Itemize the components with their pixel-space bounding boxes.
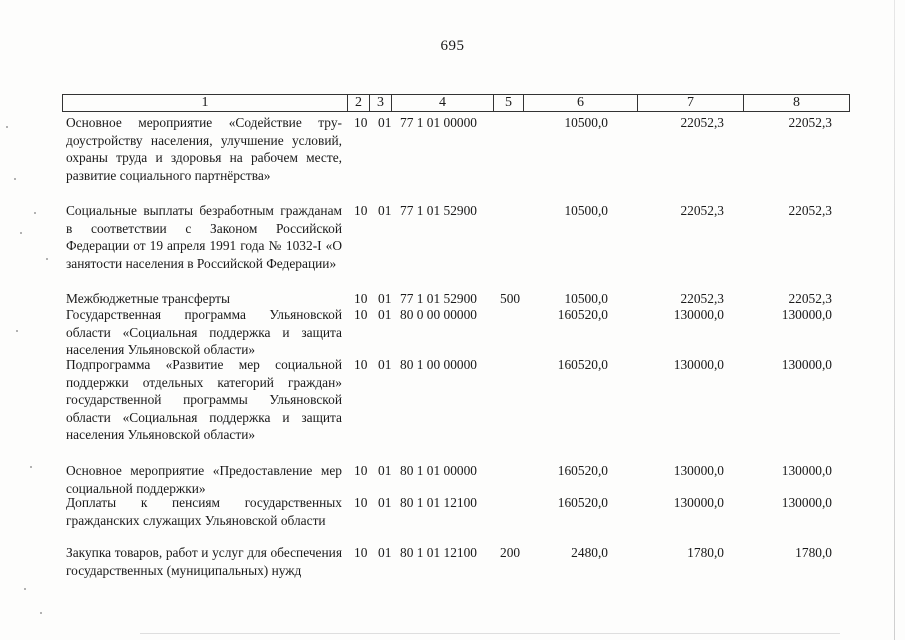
scan-speck — [6, 126, 8, 128]
row-value-6: 10500,0 — [564, 115, 608, 130]
row-target-article: 80 1 01 12100 — [400, 495, 477, 510]
row-value-6: 160520,0 — [557, 307, 608, 322]
header-cell-4: 4 — [391, 95, 493, 111]
row-subsection: 01 — [378, 463, 392, 478]
row-target-article: 77 1 01 52900 — [400, 203, 477, 218]
row-name: Закупка товаров, работ и услуг для обеспечения государственных (муниципальных) нужд — [66, 545, 342, 578]
header-cell-6: 6 — [523, 95, 637, 111]
row-target-article: 80 0 00 00000 — [400, 307, 477, 322]
row-value-6: 2480,0 — [571, 545, 608, 560]
row-section: 10 — [354, 545, 368, 560]
row-subsection: 01 — [378, 495, 392, 510]
row-subsection: 01 — [378, 115, 392, 130]
scan-speck — [14, 178, 16, 180]
row-name: Подпрограмма «Развитие мер социальной поддержки отдельных категорий граждан» государственной программы Ульяновской области «Социальная поддержка и защита населения Ульяновской области» — [66, 357, 342, 443]
row-subsection: 01 — [378, 291, 392, 306]
page-edge — [140, 633, 840, 634]
header-cell-3: 3 — [369, 95, 391, 111]
row-value-7: 22052,3 — [680, 115, 724, 130]
table-header — [62, 94, 850, 112]
row-value-8: 22052,3 — [788, 291, 832, 306]
row-name: Государственная программа Ульяновской области «Социальная поддержка и защита населения Ульяновской области» — [66, 307, 342, 358]
row-target-article: 80 1 01 00000 — [400, 463, 477, 478]
row-subsection: 01 — [378, 203, 392, 218]
scan-speck — [16, 330, 18, 332]
row-value-8: 130000,0 — [781, 495, 832, 510]
row-name: Межбюджетные трансферты — [66, 291, 230, 306]
scan-speck — [24, 588, 26, 590]
row-name: Основное мероприятие «Предоставление мер социальной поддержки» — [66, 463, 342, 496]
row-section: 10 — [354, 203, 368, 218]
row-value-7: 130000,0 — [673, 463, 724, 478]
row-value-6: 160520,0 — [557, 357, 608, 372]
row-section: 10 — [354, 115, 368, 130]
row-target-article: 77 1 01 52900 — [400, 291, 477, 306]
row-value-7: 130000,0 — [673, 307, 724, 322]
row-name: Основное мероприятие «Содействие трудоустройству населения, улучшение условий, охраны труда и здоровья на рабочем месте, развитие социального партнёрства» — [66, 115, 342, 183]
row-subsection: 01 — [378, 357, 392, 372]
row-target-article: 80 1 00 00000 — [400, 357, 477, 372]
header-cell-1: 1 — [201, 95, 209, 110]
scan-speck — [46, 258, 48, 260]
row-value-8: 130000,0 — [781, 463, 832, 478]
row-value-8: 22052,3 — [788, 203, 832, 218]
row-target-article: 77 1 01 00000 — [400, 115, 477, 130]
row-target-article: 80 1 01 12100 — [400, 545, 477, 560]
header-cell-2: 2 — [347, 95, 369, 111]
row-expense-type: 200 — [500, 545, 521, 560]
row-section: 10 — [354, 357, 368, 372]
row-value-6: 10500,0 — [564, 291, 608, 306]
row-value-7: 22052,3 — [680, 203, 724, 218]
scan-speck — [20, 232, 22, 234]
row-subsection: 01 — [378, 307, 392, 322]
scan-speck — [34, 212, 36, 214]
row-subsection: 01 — [378, 545, 392, 560]
page-edge — [894, 0, 895, 640]
row-value-8: 1780,0 — [795, 545, 832, 560]
row-section: 10 — [354, 463, 368, 478]
scan-speck — [40, 612, 42, 614]
row-section: 10 — [354, 495, 368, 510]
row-section: 10 — [354, 307, 368, 322]
page-number: 695 — [440, 38, 465, 54]
row-value-7: 130000,0 — [673, 357, 724, 372]
row-value-8: 130000,0 — [781, 307, 832, 322]
row-value-7: 1780,0 — [687, 545, 724, 560]
header-cell-7: 7 — [637, 95, 743, 111]
row-value-6: 160520,0 — [557, 495, 608, 510]
header-cell-8: 8 — [743, 95, 849, 111]
header-cell-5: 5 — [493, 95, 523, 111]
row-value-6: 10500,0 — [564, 203, 608, 218]
row-expense-type: 500 — [500, 291, 521, 306]
row-value-7: 22052,3 — [680, 291, 724, 306]
row-value-8: 130000,0 — [781, 357, 832, 372]
row-value-8: 22052,3 — [788, 115, 832, 130]
row-value-7: 130000,0 — [673, 495, 724, 510]
scan-speck — [30, 466, 32, 468]
row-name: Социальные выплаты безработным гражданам в соответствии с Законом Российской Федерации от 19 апреля 1991 года № 1032-I «О занятости населения в Российской Федерации» — [66, 203, 342, 271]
row-section: 10 — [354, 291, 368, 306]
row-value-6: 160520,0 — [557, 463, 608, 478]
row-name: Доплаты к пенсиям государственных гражданских служащих Ульяновской области — [66, 495, 342, 528]
